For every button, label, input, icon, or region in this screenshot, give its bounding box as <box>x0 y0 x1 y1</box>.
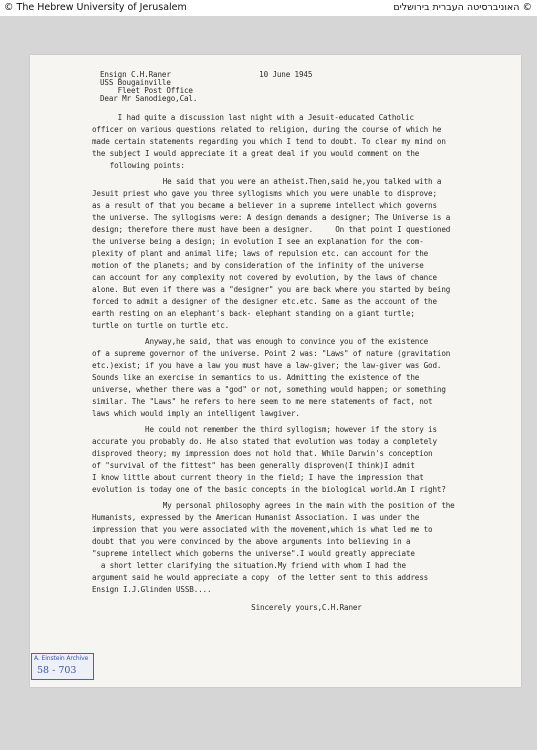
letter-line: My personal philosophy agrees in the main with the position of the <box>92 501 455 510</box>
letter-line: Humanists, expressed by the American Humanist Association. I was under the <box>92 513 420 522</box>
letter-line: can account for any complexity not covered by evolution, by the laws of chance <box>92 273 437 282</box>
copyright-hebrew: © האוניברסיטה העברית בירושלים <box>393 2 532 13</box>
letter-line: USS Bougainville <box>100 78 171 87</box>
letter-line: plexity of plant and animal life; laws of repulsion etc. can account for the <box>92 249 429 258</box>
copyright-english: © The Hebrew University of Jerusalem <box>4 2 187 13</box>
copyright-bar <box>0 0 537 16</box>
letter-page <box>30 55 521 687</box>
letter-line: motion of the planets; and by consideration of the infinity of the universe <box>92 261 424 270</box>
letter-line: accurate you probably do. He also stated that evolution was today a completely <box>92 437 437 446</box>
letter-line: I know little about current theory in the field; I have the impression that <box>92 473 424 482</box>
letter-line: universe, whether there was a "god" or not, something would happen; or something <box>92 385 446 394</box>
letter-line: Ensign C.H.Raner 10 June 1945 <box>100 70 313 79</box>
letter-line: Fleet Post Office <box>100 86 193 95</box>
letter-line: evolution is today one of the basic concepts in the biological world.Am I right? <box>92 485 446 494</box>
letter-line: Dear Mr Sanodiego,Cal. <box>100 94 198 103</box>
letter-line: made certain statements regarding you which I tend to doubt. To clear my mind on <box>92 137 446 146</box>
letter-line: doubt that you were convinced by the above arguments into believing in a <box>92 537 411 546</box>
letter-line: etc.)exist; if you have a law you must have a law-giver; the law-giver was God. <box>92 361 442 370</box>
letter-line: a short letter clarifying the situation.My friend with whom I had the <box>92 561 406 570</box>
letter-line: similar. The "Laws" he refers to here seem to me mere statements of fact, not <box>92 397 433 406</box>
letter-line: Sincerely yours,C.H.Raner <box>92 603 362 612</box>
letter-line: Sounds like an exercise in semantics to us. Admitting the existence of the <box>92 373 420 382</box>
letter-body <box>30 55 521 687</box>
letter-line: I had quite a discussion last night with a Jesuit-educated Catholic <box>100 113 414 122</box>
archive-stamp-number: 58 - 703 <box>37 665 77 676</box>
letter-line: "supreme intellect which goberns the universe".I would greatly appreciate <box>92 549 415 558</box>
letter-line: officer on various questions related to religion, during the course of which he <box>92 125 442 134</box>
letter-line: turtle on turtle on turtle etc. <box>92 321 230 330</box>
letter-line: Anyway,he said, that was enough to convince you of the existence <box>92 337 429 346</box>
letter-line: He said that you were an atheist.Then,said he,you talked with a <box>92 177 442 186</box>
letter-line: disproved theory; my impression does not hold that. While Darwin's conception <box>92 449 433 458</box>
letter-line: forced to admit a designer of the designer etc.etc. Same as the account of the <box>92 297 437 306</box>
letter-line: of "survival of the fittest" has been generally disproven(I think)I admit <box>92 461 415 470</box>
letter-line: the universe. The syllogisms were: A design demands a designer; The Universe is a <box>92 213 451 222</box>
letter-line: laws which would imply an intelligent lawgiver. <box>92 409 300 418</box>
letter-line: impression that you were associated with the movement,which is what led me to <box>92 525 433 534</box>
letter-line: Ensign I.J.Glinden USSB.... <box>92 585 212 594</box>
letter-line: the universe being a design; in evolution I see an explanation for the com- <box>92 237 424 246</box>
letter-line: as a result of that you became a believer in a supreme intellect which governs <box>92 201 437 210</box>
letter-line: argument said he would appreciate a copy of the letter sent to this address <box>92 573 429 582</box>
letter-line: He could not remember the third syllogism; however if the story is <box>92 425 437 434</box>
archive-stamp <box>31 653 94 680</box>
letter-line: alone. But even if there was a "designer" you are back where you started by being <box>92 285 451 294</box>
letter-line: Jesuit priest who gave you three syllogisms which you were unable to disprove; <box>92 189 437 198</box>
letter-line: the subject I would appreciate it a great deal if you would comment on the <box>92 149 420 158</box>
letter-line: of a supreme governor of the universe. Point 2 was: "Laws" of nature (gravitation <box>92 349 451 358</box>
letter-line: design; therefore there must have been a designer. On that point I questioned <box>92 225 451 234</box>
letter-line: following points: <box>92 161 185 170</box>
archive-stamp-title: A. Einstein Archive <box>34 655 89 662</box>
letter-line: earth resting on an elephant's back- elephant standing on a giant turtle; <box>92 309 415 318</box>
